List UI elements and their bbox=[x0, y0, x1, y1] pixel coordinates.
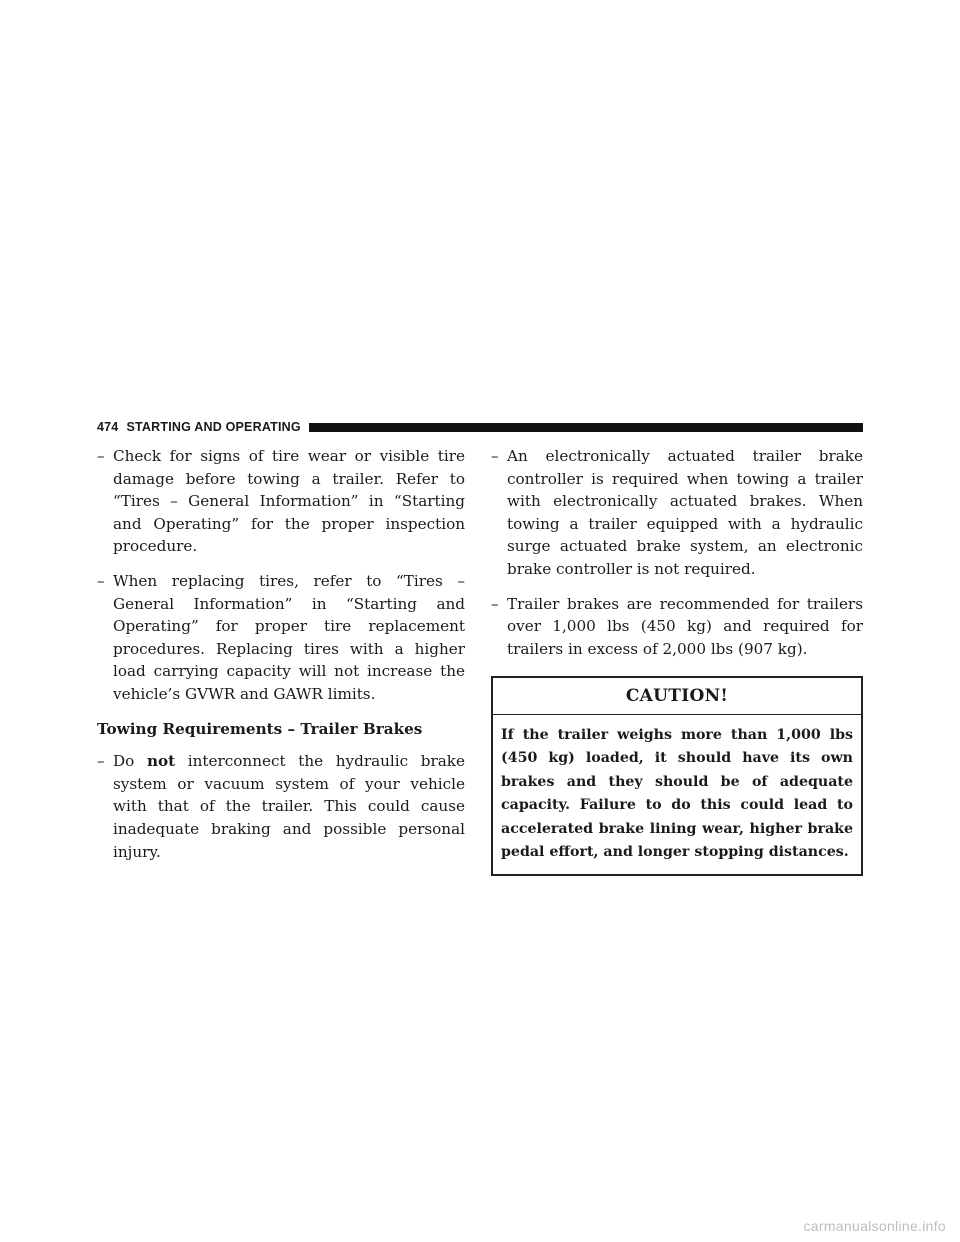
dash-marker: – bbox=[491, 594, 499, 613]
caution-title: CAUTION! bbox=[493, 678, 861, 715]
list-item-text: When replacing tires, refer to “Tires – General Information” in “Starting and Operating” for proper tire replacement procedures. Replacing tires with a higher load carrying capacity will not increase the vehicle’s GVWR and GAWR limits. bbox=[113, 571, 465, 703]
list-item-text: Trailer brakes are recommended for trailers over 1,000 lbs (450 kg) and required for trailers in excess of 2,000 lbs (907 kg). bbox=[507, 594, 863, 658]
dash-marker: – bbox=[491, 447, 499, 465]
list-item bbox=[97, 445, 465, 558]
left-column bbox=[97, 445, 465, 875]
list-item bbox=[97, 750, 465, 863]
list-item-text: An electronically actuated trailer brake controller is required when towing a trailer with electronically actuated brakes. When towing a trailer equipped with a hydraulic surge actuated brake system, an electronic brake controller is not required. bbox=[507, 447, 863, 578]
header-rule bbox=[309, 423, 863, 432]
caution-text: If the trailer weighs more than 1,000 lbs (450 kg) loaded, it should have its own brakes and they should be of adequate capacity. Failure to do this could lead to accelerated brake lining wear, higher brake pedal effort, and longer stopping distances. bbox=[501, 726, 853, 861]
text-do: Do bbox=[113, 752, 135, 771]
dash-marker: – bbox=[97, 752, 105, 771]
list-item bbox=[491, 593, 863, 661]
list-item bbox=[97, 570, 465, 706]
page-number: 474 bbox=[97, 420, 119, 434]
page-header bbox=[97, 419, 863, 435]
list-item-text bbox=[113, 750, 465, 863]
emphasis-not: not bbox=[146, 752, 176, 771]
section-subheading: Towing Requirements – Trailer Brakes bbox=[97, 719, 423, 738]
dash-marker: – bbox=[97, 571, 105, 590]
list-item bbox=[491, 445, 863, 581]
watermark: carmanualsonline.info bbox=[803, 1218, 946, 1234]
text-rest: interconnect the hydraulic brake system or vacuum system of your vehicle with that of the trailer. This could cause inadequate braking and possible personal injury. bbox=[113, 752, 465, 861]
section-title: STARTING AND OPERATING bbox=[126, 420, 301, 434]
dash-marker: – bbox=[97, 447, 105, 465]
caution-box bbox=[491, 676, 863, 876]
right-column bbox=[491, 445, 863, 876]
list-item-text: Check for signs of tire wear or visible tire damage before towing a trailer. Refer to “Tires – General Information” in “Starting and Operating” for the proper inspection procedure. bbox=[113, 447, 465, 556]
